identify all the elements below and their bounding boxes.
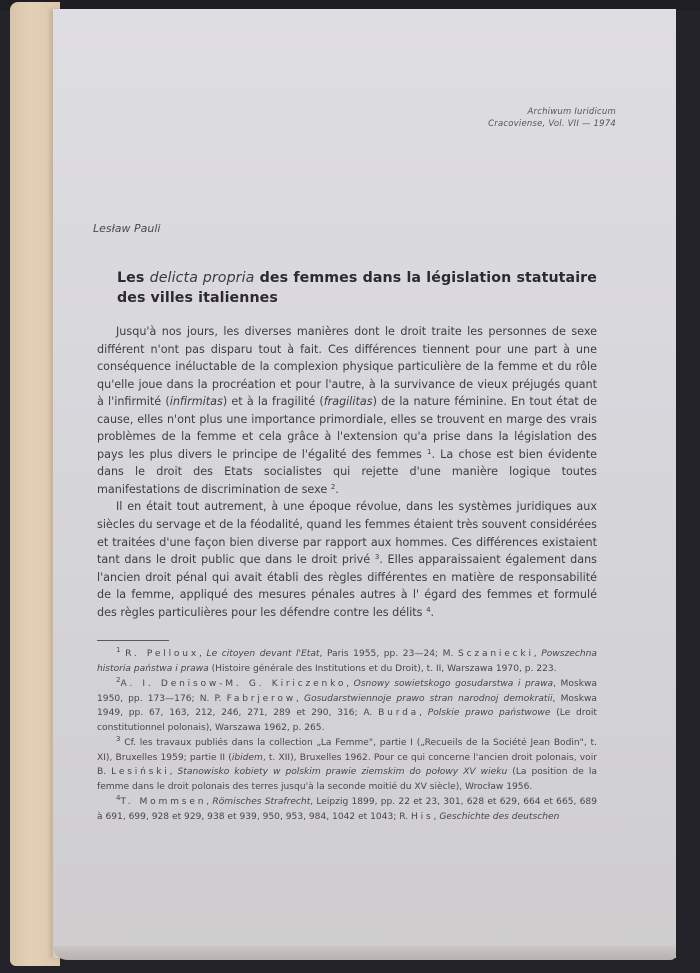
text: ) et à la fragilité (	[222, 395, 324, 409]
footnote	[97, 647, 597, 676]
author-spaced: Burda	[378, 708, 420, 718]
footnote-ref: 3	[374, 553, 380, 562]
work-title: Le citoyen devant l'Etat	[206, 649, 320, 659]
footnote-ref: 2	[330, 482, 336, 491]
text: ,	[533, 649, 542, 659]
footnote-number: 1	[116, 646, 121, 654]
work-title: ibidem	[231, 752, 263, 763]
text: ,	[433, 811, 440, 822]
text: (Histoire générale des Institutions et du Droit), t. II, Warszawa 1970, p. 223.	[208, 663, 557, 674]
text: .	[335, 482, 339, 496]
author-name: Lesław Pauli	[93, 222, 161, 235]
work-title: Polskie prawo państwowe	[427, 708, 551, 718]
text: . Elles apparaissaient également dans l'ancien droit pénal qui avait établi des règles différentes en matière de responsabilité de la femme, appliqué des mesures pénales autres à l' égard des femmes et formulé des règles particulières pour les défendre contre les délits	[97, 553, 598, 619]
footnote-number: 3	[116, 735, 121, 743]
journal-name: Archiwum Iuridicum	[527, 107, 616, 117]
text: Jusqu'à nos jours, les diverses manières dont le droit traite les personnes de sexe différent n'ont pas disparu tout à fait. Ces différences tiennent pour une part à une conséquence inéluctable de la complexion physique particulière de la femme et du rôle qu'elle joue dans la procréation et pour l'autre, à la survivance de vieux préjugés quant à l'infirmité (	[97, 325, 597, 409]
paragraph	[97, 323, 597, 498]
text: ,	[296, 693, 305, 704]
footnote	[97, 677, 597, 735]
text: ,	[346, 679, 354, 689]
work-title: Stanowisko kobiety w polskim prawie ziemskim do połowy XV wieku	[177, 767, 508, 777]
footnotes	[97, 647, 597, 825]
text: ) de la nature féminine. En tout état de cause, elles n'ont plus une importance primordiale, elles se trouvent en marge des vrais problèmes de la femme et cela grâce à l'extension qu'a prise dans la législation des pays les plus divers le principe de l'égalité des femmes	[97, 395, 597, 461]
footnote-ref: 1	[426, 447, 432, 456]
text: , Paris 1955, pp. 23—24; M.	[319, 649, 458, 659]
latin-term: fragilitas	[323, 395, 373, 409]
text: , Leipzig 1899, pp. 22 et 23, 301, 628 et 629, 664 et 665, 689 à 691, 699, 928 et 929, 938 et 939, 950, 953, 984, 1042 et 1043; R.	[97, 797, 597, 822]
work-title: Römisches Strafrecht	[212, 797, 311, 807]
title-text: des femmes dans la législation statutaire des villes italiennes	[117, 270, 597, 306]
footnote	[97, 736, 597, 794]
text: , Moskwa 1949, pp. 67, 163, 212, 246, 271, 289 et 290, 316; A.	[97, 693, 597, 718]
text: , t. XII), Bruxelles 1962. Pour ce qui concerne l'ancien droit polonais, voir B.	[97, 752, 597, 777]
text: , Moskwa 1950, pp. 173—176; N. P.	[97, 679, 597, 704]
text: (Le droit constitutionnel polonais), Warszawa 1962, p. 265.	[97, 708, 597, 733]
page-bottom-edge	[53, 946, 676, 960]
footnote-number: 4	[116, 794, 121, 802]
work-title: Powszechna historia państwa i prawa	[97, 649, 597, 674]
text: ,	[169, 767, 178, 777]
text: .	[430, 605, 435, 619]
text: ,	[199, 649, 207, 659]
text: . La chose est bien évidente dans le droit des Etats socialistes qui rejette d'une manière logique toutes manifestations de discrimination de sexe	[97, 447, 597, 496]
text: Cf. les travaux publiés dans la collection „La Femme", partie I („Recueils de la Société Jean Bodin", t. XI), Bruxelles 1959; partie II (	[97, 738, 597, 763]
author-spaced: Sczaniecki	[458, 649, 534, 659]
author-spaced: A. I. Denisow-M. G. Kiriczenko	[120, 679, 347, 689]
author-spaced: Fabrjerow	[226, 693, 296, 704]
text: (La position de la femme dans le droit polonais des terres jusqu'à la seconde moitié du XV siècle), Wrocław 1956.	[97, 767, 597, 792]
latin-term: infirmitas	[169, 395, 223, 409]
footnote-separator	[97, 640, 169, 641]
author-spaced: T. Mommsen	[120, 797, 207, 807]
author-spaced: His	[411, 811, 434, 822]
footnote-ref: 4	[426, 605, 431, 614]
journal-reference	[488, 106, 616, 130]
text: ,	[419, 708, 428, 718]
text: Il en était tout autrement, à une époque révolue, dans les systèmes juridiques aux siècles du servage et de la féodalité, quand les femmes étaient très souvent considérées et traitées d'une façon bien diverse par rapport aux hommes. Ces différences existaient tant dans le droit public que dans le droit privé	[97, 500, 598, 567]
author-spaced: Lesiński	[111, 767, 170, 777]
article-body	[97, 323, 597, 621]
article-title	[117, 268, 597, 308]
title-text: Les	[117, 270, 150, 286]
work-title: Gosudarstwiennoje prawo stran narodnoj demokratii	[304, 693, 553, 704]
footnote	[97, 795, 597, 824]
text: ,	[206, 797, 213, 807]
author-spaced: R. Pelloux	[125, 649, 200, 659]
title-italic-term: delicta propria	[149, 270, 255, 286]
journal-volume: Cracoviense, Vol. VII — 1974	[488, 119, 616, 129]
work-title: Osnowy sowietskogo gosudarstwa i prawa	[353, 679, 554, 689]
work-title: Geschichte des deutschen	[439, 811, 560, 822]
footnote-number: 2	[116, 676, 121, 684]
paragraph	[97, 498, 597, 621]
